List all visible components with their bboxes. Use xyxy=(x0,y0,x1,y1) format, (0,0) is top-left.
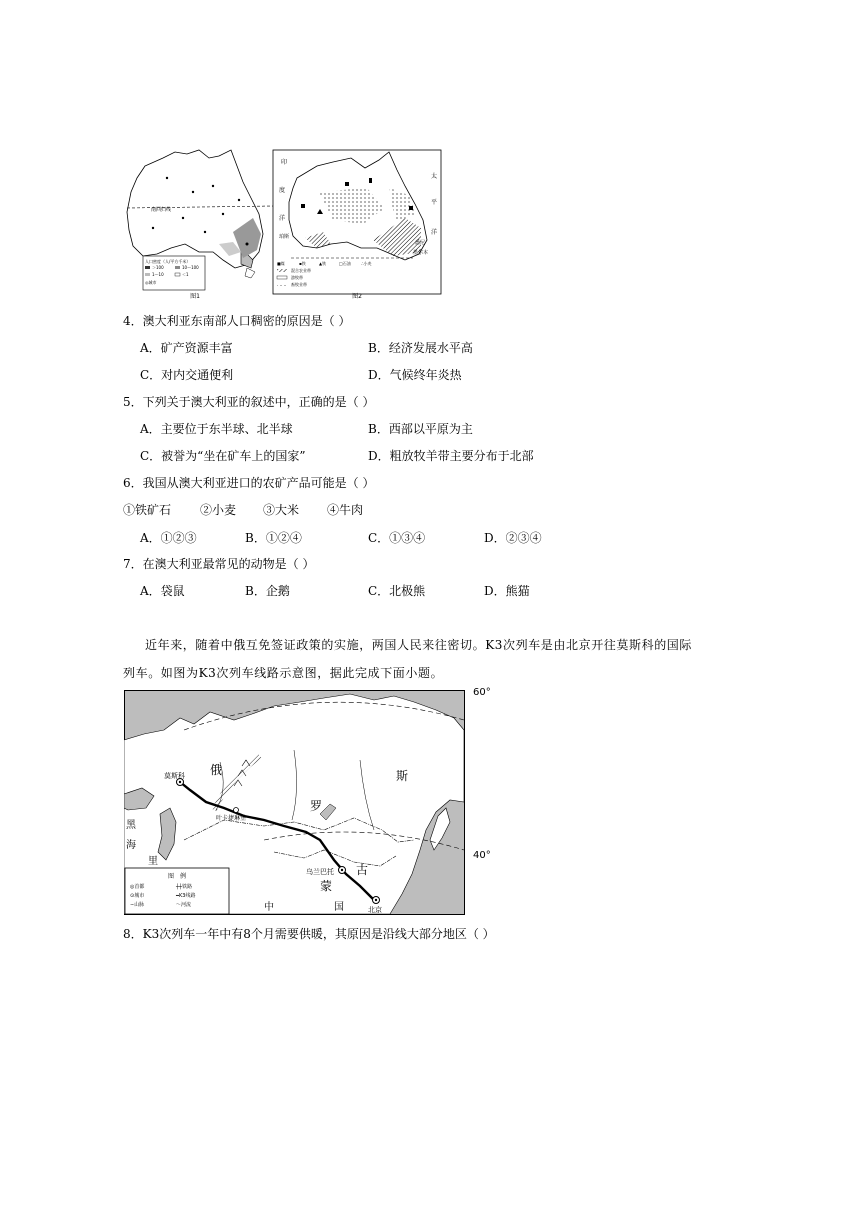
svg-text:图 例: 图 例 xyxy=(167,873,187,880)
svg-text:印: 印 xyxy=(281,159,288,166)
question-6-option-a: A．①②③ xyxy=(140,531,197,545)
svg-text:斯: 斯 xyxy=(396,769,409,783)
svg-text:⊙城市: ⊙城市 xyxy=(130,893,145,899)
question-7-option-a: A．袋鼠 xyxy=(140,584,185,598)
question-7-stem: 7．在澳大利亚最常见的动物是（ ） xyxy=(123,557,315,571)
svg-text:∽山脉: ∽山脉 xyxy=(130,902,145,908)
lat-40-label: 40° xyxy=(473,850,491,861)
australia-maps-svg xyxy=(123,148,443,300)
svg-text:∴小麦: ∴小麦 xyxy=(361,261,372,266)
svg-text:太: 太 xyxy=(431,173,438,180)
question-5-option-d: D．粗放牧羊带主要分布于北部 xyxy=(368,449,534,463)
passage-line-1: 近年来，随着中俄互免签证政策的实施，两国人民来往密切。K3次列车是由北京开往莫斯科的国际 xyxy=(145,638,693,652)
svg-text:乌兰巴托: 乌兰巴托 xyxy=(306,868,334,876)
question-4-option-c: C．对内交通便利 xyxy=(140,368,234,382)
svg-text:洋: 洋 xyxy=(431,229,438,236)
svg-text:□石油: □石油 xyxy=(339,261,351,266)
question-6-item-2: ②小麦 xyxy=(200,503,237,517)
svg-text:度: 度 xyxy=(279,187,286,194)
question-5-option-b: B．西部以平原为主 xyxy=(368,422,473,436)
svg-text:俄: 俄 xyxy=(210,763,223,777)
svg-text:～河流: ～河流 xyxy=(176,902,192,908)
svg-text:罗: 罗 xyxy=(310,799,323,813)
economy-map xyxy=(273,150,441,300)
svg-text:游牧带: 游牧带 xyxy=(291,275,303,280)
question-6-item-1: ①铁矿石 xyxy=(123,503,172,517)
svg-text:古: 古 xyxy=(356,863,369,877)
svg-text:＜1: ＜1 xyxy=(182,272,189,277)
passage-line-2: 列车。如图为K3次列车线路示意图，据此完成下面小题。 xyxy=(123,666,444,680)
australia-figure xyxy=(123,148,443,300)
svg-text:北京: 北京 xyxy=(368,906,382,914)
question-5-option-c: C．被誉为“坐在矿车上的国家” xyxy=(140,449,306,463)
svg-text:黑: 黑 xyxy=(126,820,136,831)
svg-text:人口密度（人/平方千米）: 人口密度（人/平方千米） xyxy=(145,259,191,264)
svg-text:◎城市: ◎城市 xyxy=(145,280,157,285)
svg-text:蒙: 蒙 xyxy=(320,879,333,893)
question-6-option-c: C．①③④ xyxy=(368,531,426,545)
question-6-item-3: ③大米 xyxy=(263,503,300,517)
svg-text:＞100: ＞100 xyxy=(152,265,164,270)
route-map-svg xyxy=(124,690,472,916)
question-4-option-a: A．矿产资源丰富 xyxy=(140,341,233,355)
svg-text:▲铁: ▲铁 xyxy=(319,261,327,266)
question-5-stem: 5．下列关于澳大利亚的叙述中，正确的是（ ） xyxy=(123,395,375,409)
svg-text:洋: 洋 xyxy=(279,215,286,222)
fig2-caption: 图2 xyxy=(352,293,362,300)
svg-text:1～10: 1～10 xyxy=(152,272,164,277)
question-6-option-d: D．②③④ xyxy=(484,531,542,545)
svg-text:■煤: ■煤 xyxy=(277,261,285,266)
question-8-stem: 8．K3次列车一年中有8个月需要供暖，其原因是沿线大部分地区（ ） xyxy=(123,927,495,941)
svg-text:叶卡捷琳堡: 叶卡捷琳堡 xyxy=(216,815,247,822)
svg-text:┼┼铁路: ┼┼铁路 xyxy=(176,884,193,890)
svg-text:里: 里 xyxy=(148,856,158,867)
question-6-option-b: B．①②④ xyxy=(245,531,302,545)
svg-text:━K3线路: ━K3线路 xyxy=(176,893,196,899)
question-6-stem: 6．我国从澳大利亚进口的农矿产品可能是（ ） xyxy=(123,476,375,490)
svg-text:悉尼: 悉尼 xyxy=(415,240,426,246)
svg-text:◎首都: ◎首都 xyxy=(130,884,145,890)
svg-text:墨尔本: 墨尔本 xyxy=(413,250,429,256)
lat-60-label: 60° xyxy=(473,687,491,698)
question-5-option-a: A．主要位于东半球、北半球 xyxy=(140,422,293,436)
svg-text:珀斯: 珀斯 xyxy=(279,234,290,240)
question-4-option-d: D．气候终年炎热 xyxy=(368,368,462,382)
yekaterinburg-marker xyxy=(234,808,239,813)
svg-text:平: 平 xyxy=(431,199,438,206)
svg-text:畜牧业带: 畜牧业带 xyxy=(291,282,307,287)
svg-text:中: 中 xyxy=(264,902,274,913)
question-6-item-4: ④牛肉 xyxy=(327,503,364,517)
question-4-stem: 4．澳大利亚东南部人口稠密的原因是（ ） xyxy=(123,314,351,328)
tropic-label: 南回归线 xyxy=(151,207,172,213)
question-7-option-b: B．企鹅 xyxy=(245,584,290,598)
route-map xyxy=(124,690,472,916)
svg-text:海: 海 xyxy=(126,840,136,851)
question-7-option-d: D．熊猫 xyxy=(484,584,530,598)
svg-text:莫斯科: 莫斯科 xyxy=(164,772,185,780)
svg-text:▪铁: ▪铁 xyxy=(299,261,306,266)
svg-text:10～100: 10～100 xyxy=(182,265,199,270)
svg-text:混合农业带: 混合农业带 xyxy=(291,268,311,273)
svg-text:国: 国 xyxy=(334,902,344,913)
fig1-caption: 图1 xyxy=(190,293,200,300)
population-map xyxy=(127,150,273,300)
question-7-option-c: C．北极熊 xyxy=(368,584,426,598)
question-4-option-b: B．经济发展水平高 xyxy=(368,341,473,355)
